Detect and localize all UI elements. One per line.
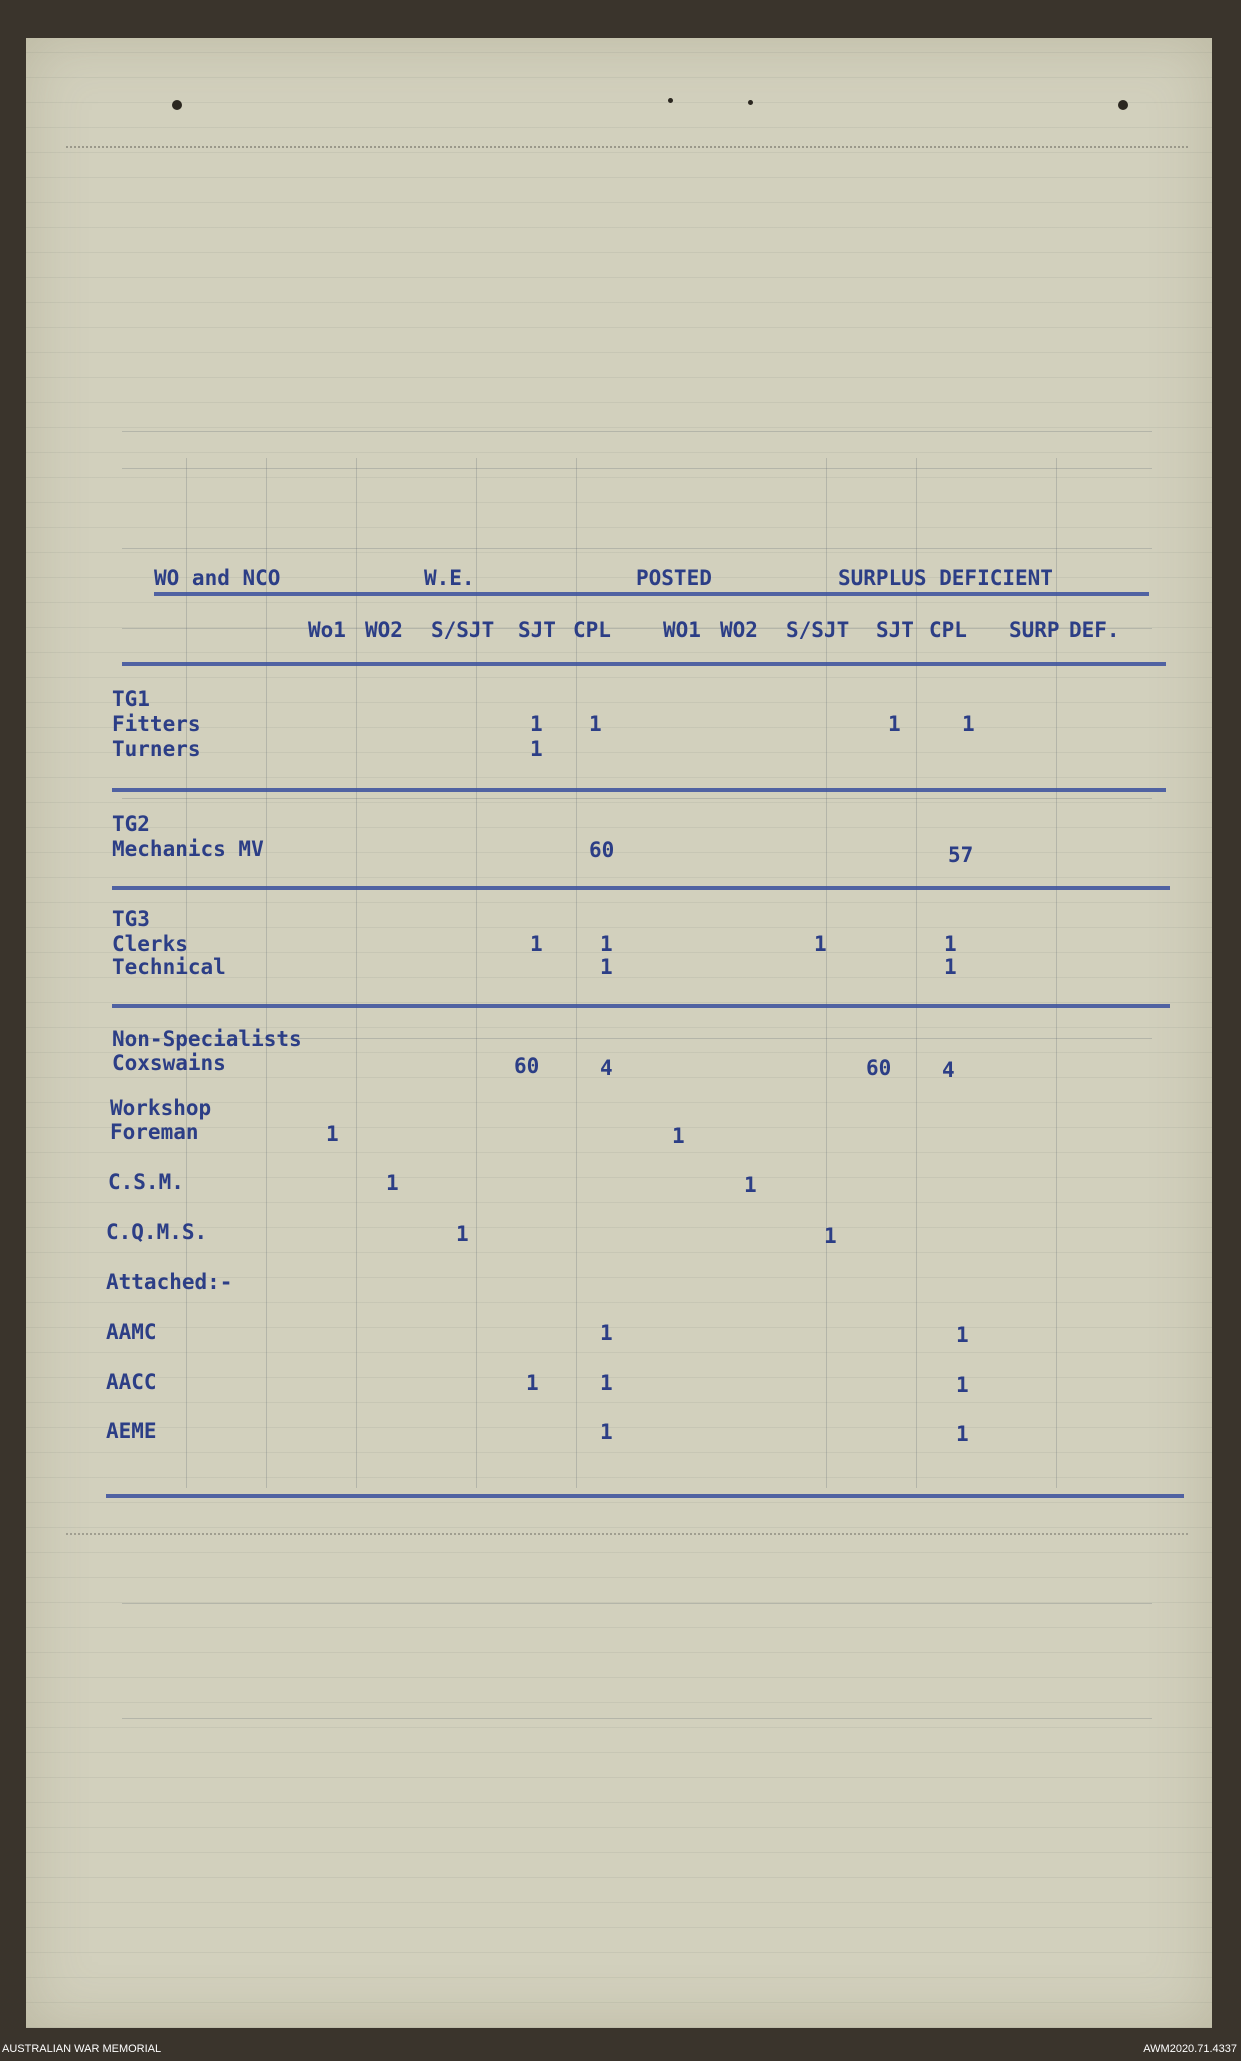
cell: 60: [589, 838, 615, 862]
sub-def: DEF.: [1069, 618, 1120, 642]
perforation-top: [66, 146, 1188, 148]
sub-we-ssjt: S/SJT: [431, 618, 495, 642]
row-cqms: C.Q.M.S.: [106, 1220, 208, 1244]
footer-credit: AUSTRALIAN WAR MEMORIAL: [2, 2043, 162, 2055]
cell: 1: [824, 1224, 837, 1248]
sub-posted-ssjt: S/SJT: [786, 618, 850, 642]
bottom-rule: [106, 1494, 1184, 1498]
cell: 1: [600, 1371, 613, 1395]
row-foreman: Foreman: [110, 1120, 199, 1144]
cell: 1: [888, 712, 901, 736]
cell: 1: [672, 1124, 685, 1148]
header-we: W.E.: [424, 566, 475, 590]
cell: 1: [530, 932, 543, 956]
row-aeme: AEME: [106, 1419, 157, 1443]
row-turners: Turners: [112, 737, 201, 761]
sub-posted-sjt: SJT: [876, 618, 914, 642]
cell: 1: [526, 1371, 539, 1395]
row-coxswains: Coxswains: [112, 1051, 226, 1075]
document-sheet: [26, 38, 1212, 2028]
cell: 1: [814, 932, 827, 956]
row-aacc: AACC: [106, 1370, 157, 1394]
cell: 1: [600, 1420, 613, 1444]
cell: 1: [530, 712, 543, 736]
sub-surp: SURP: [1009, 618, 1060, 642]
row-mechanics: Mechanics MV: [112, 837, 264, 861]
row-attached: Attached:-: [106, 1270, 233, 1294]
sub-we-wo2: WO2: [365, 618, 403, 642]
header-posted: POSTED: [636, 566, 712, 590]
row-csm: C.S.M.: [108, 1170, 184, 1194]
header-rule: [154, 592, 1149, 596]
section-rule: [112, 788, 1166, 792]
sub-we-cpl: CPL: [573, 618, 611, 642]
header-surplus-deficient: SURPLUS DEFICIENT: [838, 566, 1053, 590]
perforation-bottom: [66, 1533, 1188, 1535]
cell: 1: [744, 1173, 757, 1197]
section-rule: [112, 1004, 1170, 1008]
row-aamc: AAMC: [106, 1320, 157, 1344]
sub-posted-cpl: CPL: [929, 618, 967, 642]
cell: 60: [866, 1056, 892, 1080]
cell: 1: [956, 1323, 969, 1347]
cell: 4: [942, 1058, 955, 1082]
sub-we-wo1: Wo1: [308, 618, 346, 642]
subheader-rule: [122, 662, 1166, 666]
sub-posted-wo1: WO1: [663, 618, 701, 642]
cell: 4: [600, 1056, 613, 1080]
cell: 1: [944, 955, 957, 979]
cell: 60: [514, 1054, 540, 1078]
punch-hole: [668, 98, 673, 103]
cell: 1: [944, 932, 957, 956]
sub-posted-wo2: WO2: [720, 618, 758, 642]
row-tg2: TG2: [112, 812, 150, 836]
cell: 1: [386, 1171, 399, 1195]
row-technical: Technical: [112, 955, 226, 979]
row-tg1: TG1: [112, 687, 150, 711]
cell: 1: [456, 1222, 469, 1246]
cell: 1: [956, 1422, 969, 1446]
cell: 1: [962, 712, 975, 736]
row-non-specialists: Non-Specialists: [112, 1027, 302, 1051]
row-workshop: Workshop: [110, 1096, 212, 1120]
punch-hole: [1118, 100, 1128, 110]
punch-hole: [172, 100, 182, 110]
punch-hole: [748, 100, 753, 105]
cell: 1: [600, 932, 613, 956]
cell: 1: [956, 1373, 969, 1397]
cell: 1: [600, 1321, 613, 1345]
row-fitters: Fitters: [112, 712, 201, 736]
footer-accession: AWM2020.71.4337: [1143, 2043, 1237, 2055]
cell: 1: [600, 955, 613, 979]
sub-we-sjt: SJT: [518, 618, 556, 642]
section-rule: [112, 886, 1170, 890]
cell: 57: [948, 843, 974, 867]
cell: 1: [530, 737, 543, 761]
cell: 1: [326, 1122, 339, 1146]
row-tg3: TG3: [112, 907, 150, 931]
row-clerks: Clerks: [112, 932, 188, 956]
header-wo-nco: WO and NCO: [154, 566, 281, 590]
cell: 1: [589, 712, 602, 736]
